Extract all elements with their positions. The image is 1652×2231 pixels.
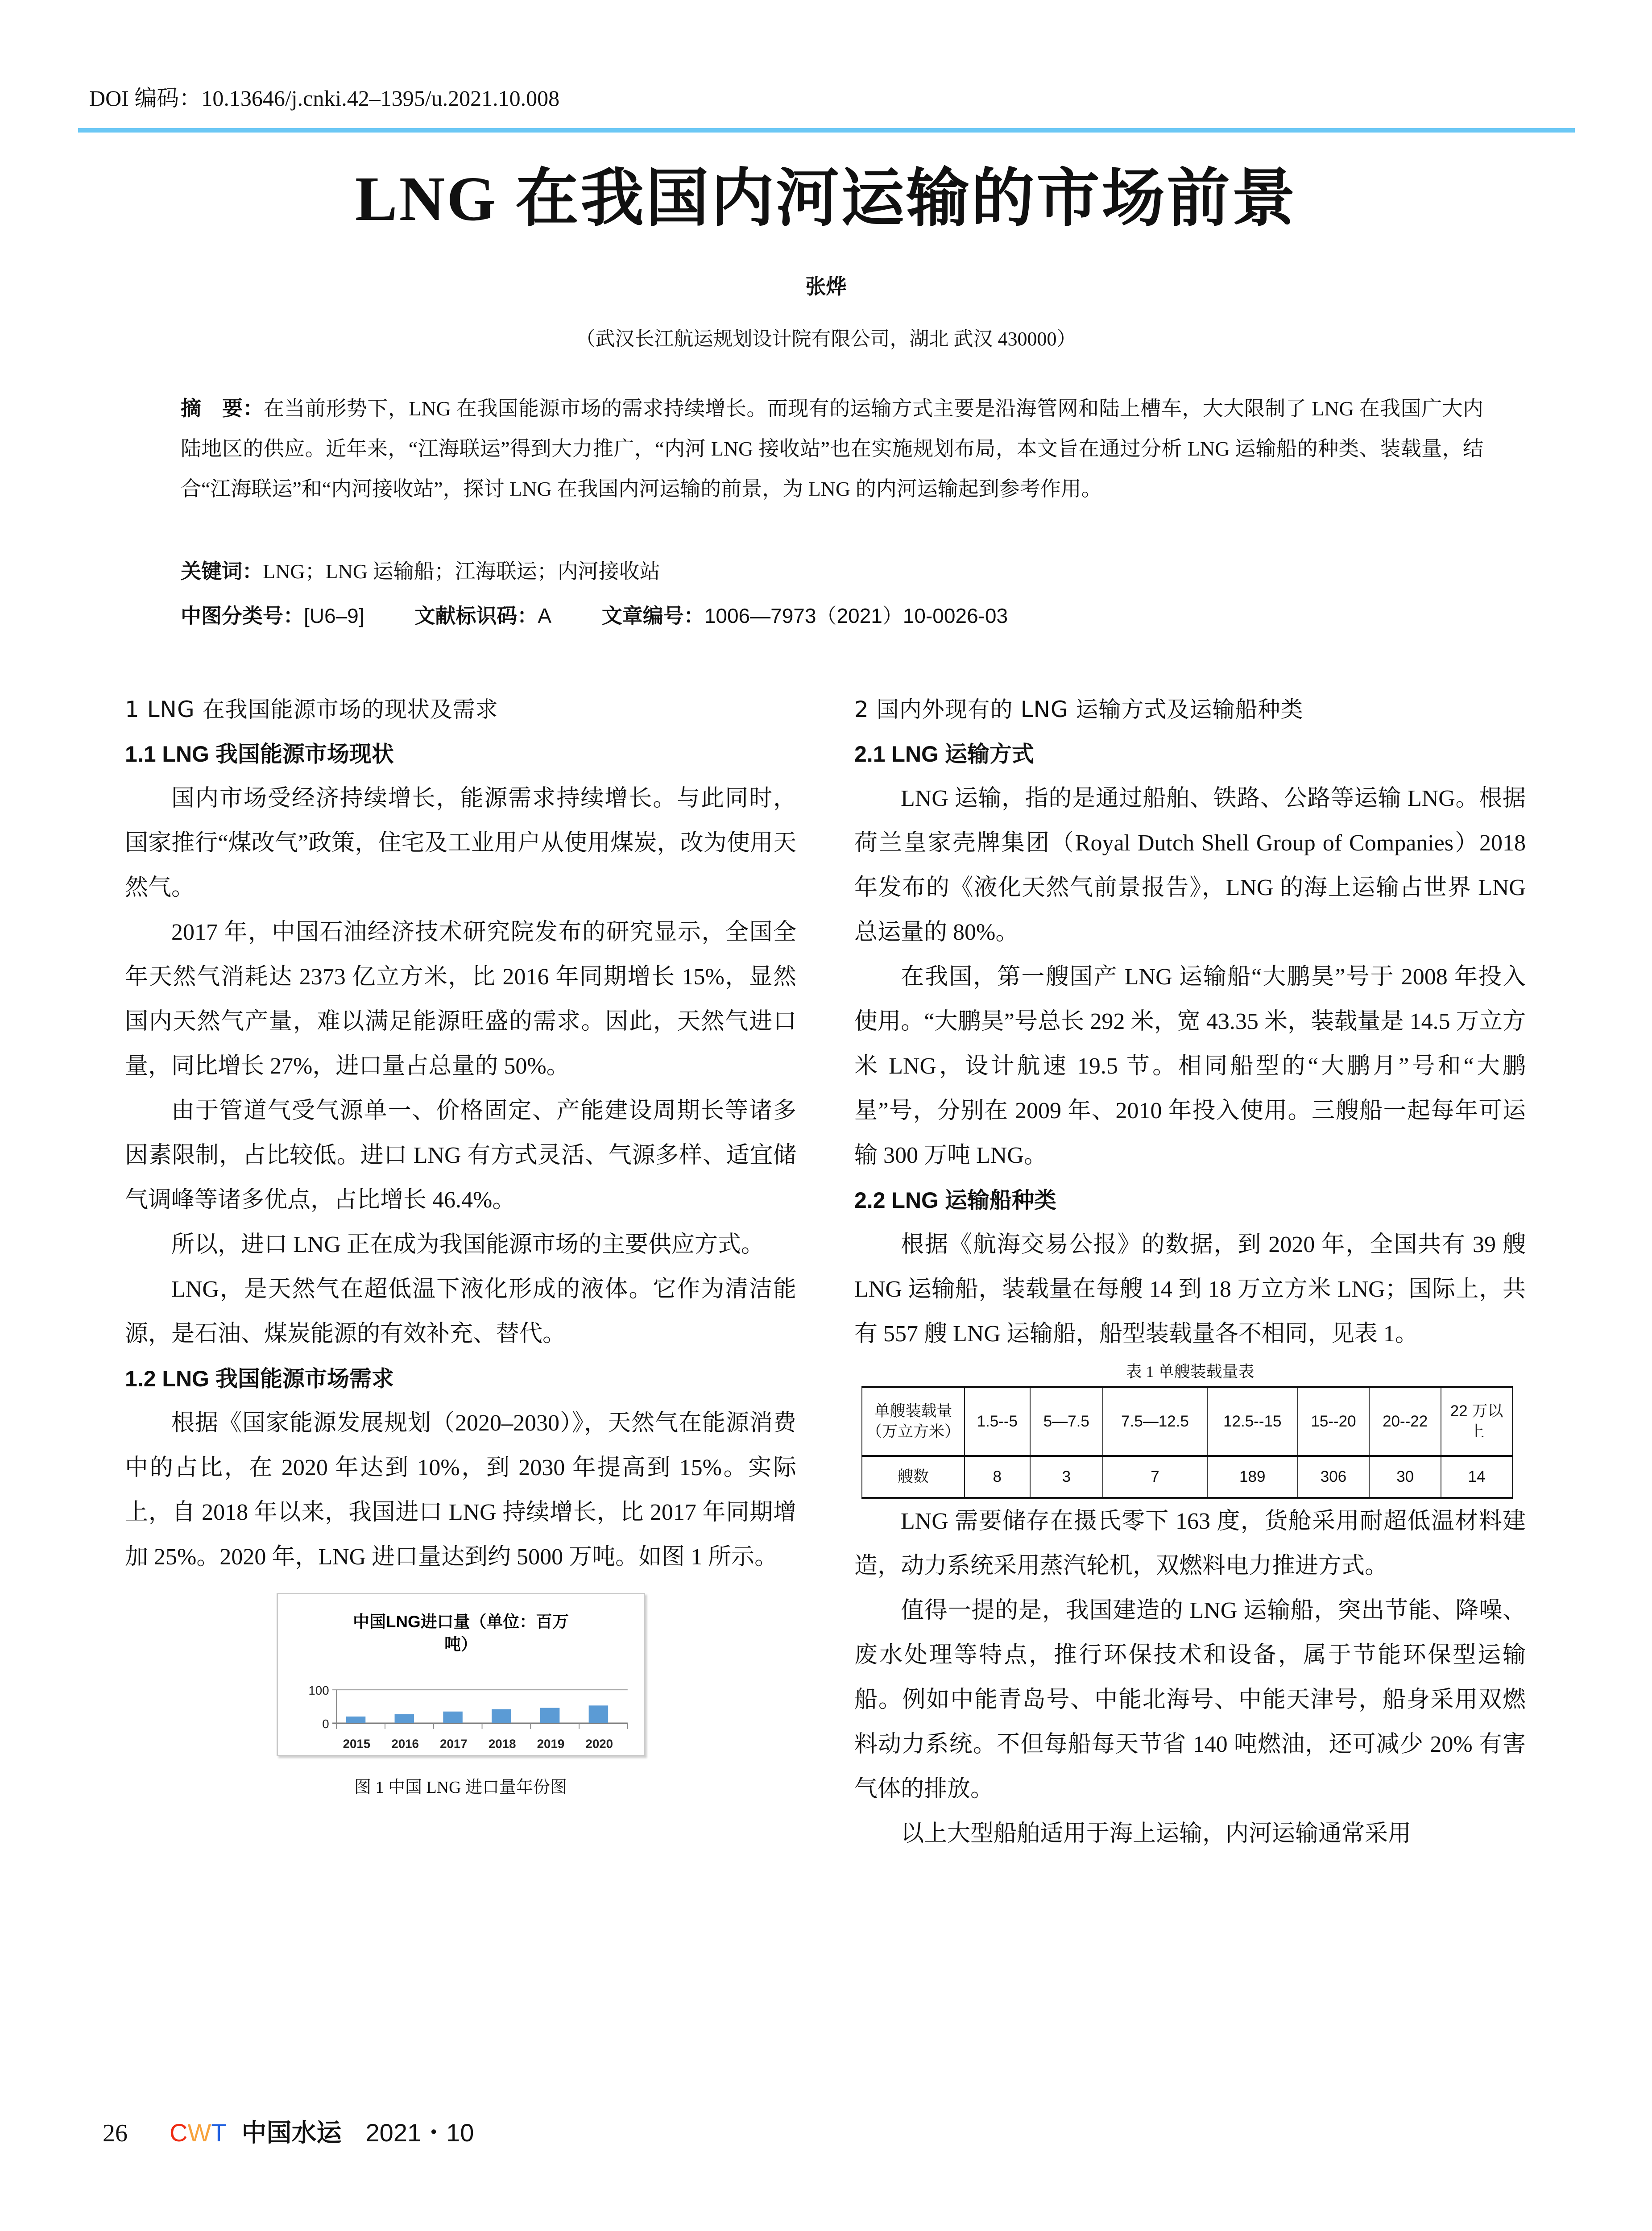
keywords-text: LNG；LNG 运输船；江海联运；内河接收站	[263, 560, 660, 583]
chart-bar-2016	[395, 1714, 414, 1723]
capacity-table	[861, 1386, 1513, 1499]
chart-x-tick-label: 2020	[585, 1737, 613, 1751]
paragraph: LNG 运输，指的是通过船舶、铁路、公路等运输 LNG。根据荷兰皇家壳牌集团（Royal Dutch Shell Group of Companies）2018 年发布的《液化天然气前景报告》，LNG 的海上运输占世界 LNG 总运量的 80%。	[854, 786, 1526, 945]
section-1-title: 1 LNG 在我国能源市场的现状及需求	[125, 697, 498, 722]
table-row	[862, 1456, 1512, 1498]
chart-x-tick-label: 2016	[391, 1737, 419, 1751]
cwt-logo	[170, 2119, 227, 2147]
table-header-cell: 7.5—12.5	[1103, 1387, 1207, 1456]
logo-letter-t: T	[211, 2119, 227, 2147]
chart-svg	[278, 1594, 644, 1755]
page-footer	[103, 2117, 474, 2149]
left-column	[125, 687, 796, 1801]
right-column	[854, 687, 1526, 1856]
chart-bar-2019	[540, 1708, 560, 1723]
chart-bar-2018	[492, 1709, 511, 1723]
table-header-cell: 5—7.5	[1030, 1387, 1103, 1456]
chart-bar-2020	[589, 1705, 609, 1723]
chart-bar-2017	[443, 1712, 463, 1723]
table-row-label: 艘数	[862, 1456, 965, 1498]
abstract-label: 摘 要：	[181, 397, 264, 420]
chart-x-tick-label: 2015	[343, 1737, 371, 1751]
paragraph: 以上大型船舶适用于海上运输，内河运输通常采用	[901, 1821, 1412, 1846]
keywords-label: 关键词：	[181, 560, 263, 583]
section-2-title: 2 国内外现有的 LNG 运输方式及运输船种类	[854, 697, 1304, 722]
paragraph: 所以，进口 LNG 正在成为我国能源市场的主要供应方式。	[171, 1232, 764, 1257]
classification-line	[181, 602, 1008, 629]
clc-value: [U6–9]	[304, 604, 364, 627]
paragraph: 2017 年，中国石油经济技术研究院发布的研究显示，全国全年天然气消耗达 2373 亿立方米，比 2016 年同期增长 15%，显然国内天然气产量，难以满足能源旺盛的需求。因此，天然气进口量，同比增长 27%，进口量占总量的 50%。	[125, 920, 796, 1079]
chart-x-tick-label: 2019	[537, 1737, 565, 1751]
page-number: 26	[103, 2119, 128, 2147]
author: 张烨	[805, 275, 847, 298]
chart-x-tick-label: 2017	[440, 1737, 468, 1751]
section-2-1-title: 2.1 LNG 运输方式	[854, 742, 1034, 767]
chart-title-line-1: 中国LNG进口量（单位：百万	[353, 1612, 569, 1631]
article-no-label: 文章编号：	[601, 604, 704, 627]
issue-number: 2021・10	[365, 2119, 474, 2147]
paragraph: LNG 需要储存在摄氏零下 163 度，货舱采用耐超低温材料建造，动力系统采用蒸汽轮机，双燃料电力推进方式。	[854, 1509, 1526, 1579]
paragraph: 在我国，第一艘国产 LNG 运输船“大鹏昊”号于 2008 年投入使用。“大鹏昊”号总长 292 米，宽 43.35 米，装载量是 14.5 万立方米 LNG，设计航速 19.5 节。相同船型的“大鹏月”号和“大鹏星”号，分别在 2009 年、2010 年投入使用。三艘船一起每年可运输 300 万吨 LNG。	[854, 964, 1526, 1168]
section-2-2-title: 2.2 LNG 运输船种类	[854, 1188, 1056, 1213]
chart-bar-2015	[346, 1717, 366, 1723]
doc-code-value: A	[538, 604, 551, 627]
chart-x-tick-label: 2018	[488, 1737, 516, 1751]
table-cell: 3	[1030, 1456, 1103, 1498]
abstract	[181, 388, 1483, 509]
header-rule	[78, 128, 1575, 133]
paragraph: 根据《航海交易公报》的数据，到 2020 年，全国共有 39 艘 LNG 运输船，装载量在每艘 14 到 18 万立方米 LNG；国际上，共有 557 艘 LNG 运输船，船型装载量各不相同，见表 1。	[854, 1232, 1526, 1347]
section-1-1-title: 1.1 LNG 我国能源市场现状	[125, 742, 394, 767]
paragraph: 值得一提的是，我国建造的 LNG 运输船，突出节能、降噪、废水处理等特点，推行环保技术和设备，属于节能环保型运输船。例如中能青岛号、中能北海号、中能天津号，船身采用双燃料动力系统。不但每船每天节省 140 吨燃油，还可减少 20% 有害气体的排放。	[854, 1598, 1526, 1802]
article-title: LNG 在我国内河运输的市场前景	[355, 163, 1297, 234]
table-caption: 表 1 单艘装载量表	[1126, 1363, 1255, 1381]
table-header-cell: 12.5--15	[1207, 1387, 1298, 1456]
abstract-text: 在当前形势下，LNG 在我国能源市场的需求持续增长。而现有的运输方式主要是沿海管网和陆上槽车，大大限制了 LNG 在我国广大内陆地区的供应。近年来，“江海联运”得到大力推广，“内河 LNG 接收站”也在实施规划布局，本文旨在通过分析 LNG 运输船的种类、装载量，结合“江海联运”和“内河接收站”，探讨 LNG 在我国内河运输的前景，为 LNG 的内河运输起到参考作用。	[181, 397, 1484, 500]
journal-name: 中国水运	[241, 2119, 342, 2147]
table-cell: 7	[1103, 1456, 1207, 1498]
clc-label: 中图分类号：	[181, 604, 304, 627]
paragraph: 根据《国家能源发展规划（2020–2030）》，天然气在能源消费中的占比，在 2020 年达到 10%，到 2030 年提高到 15%。实际上，自 2018 年以来，我国进口 LNG 持续增长，比 2017 年同期增加 25%。2020 年，LNG 进口量达到约 5000 万吨。如图 1 所示。	[125, 1410, 796, 1570]
chart-title-line-2: 吨）	[444, 1635, 477, 1654]
doi-line: DOI 编码：10.13646/j.cnki.42–1395/u.2021.10.008	[89, 86, 560, 111]
keywords	[181, 558, 660, 585]
table-cell: 30	[1369, 1456, 1441, 1498]
paragraph: 由于管道气受气源单一、价格固定、产能建设周期长等诸多因素限制，占比较低。进口 LNG 有方式灵活、气源多样、适宜储气调峰等诸多优点，占比增长 46.4%。	[125, 1098, 796, 1213]
table-header-label: 单艘装载量（万立方米）	[862, 1387, 965, 1456]
table-cell: 189	[1207, 1456, 1298, 1498]
paragraph: LNG，是天然气在超低温下液化形成的液体。它作为清洁能源，是石油、煤炭能源的有效补充、替代。	[125, 1277, 796, 1347]
lng-import-chart	[277, 1593, 645, 1756]
paragraph: 国内市场受经济持续增长，能源需求持续增长。与此同时，国家推行“煤改气”政策，住宅及工业用户从使用煤炭，改为使用天然气。	[125, 786, 796, 900]
figure-caption: 图 1 中国 LNG 进口量年份图	[354, 1778, 567, 1797]
logo-letter-c: C	[170, 2119, 188, 2147]
affiliation: （武汉长江航运规划设计院有限公司，湖北 武汉 430000）	[576, 328, 1076, 350]
table-header-cell: 1.5--5	[965, 1387, 1030, 1456]
table-header-cell: 15--20	[1298, 1387, 1370, 1456]
chart-y-tick-label: 0	[322, 1717, 329, 1731]
table-cell: 14	[1441, 1456, 1512, 1498]
table-header-cell: 22 万以上	[1441, 1387, 1512, 1456]
chart-y-tick-label: 100	[308, 1684, 329, 1698]
logo-letter-w: W	[187, 2119, 211, 2147]
table-cell: 306	[1298, 1456, 1370, 1498]
section-1-2-title: 1.2 LNG 我国能源市场需求	[125, 1366, 394, 1391]
doc-code-label: 文献标识码：	[414, 604, 538, 627]
table-header-cell: 20--22	[1369, 1387, 1441, 1456]
table-header-row	[862, 1387, 1512, 1456]
article-no-value: 1006—7973（2021）10-0026-03	[704, 604, 1008, 627]
table-cell: 8	[965, 1456, 1030, 1498]
